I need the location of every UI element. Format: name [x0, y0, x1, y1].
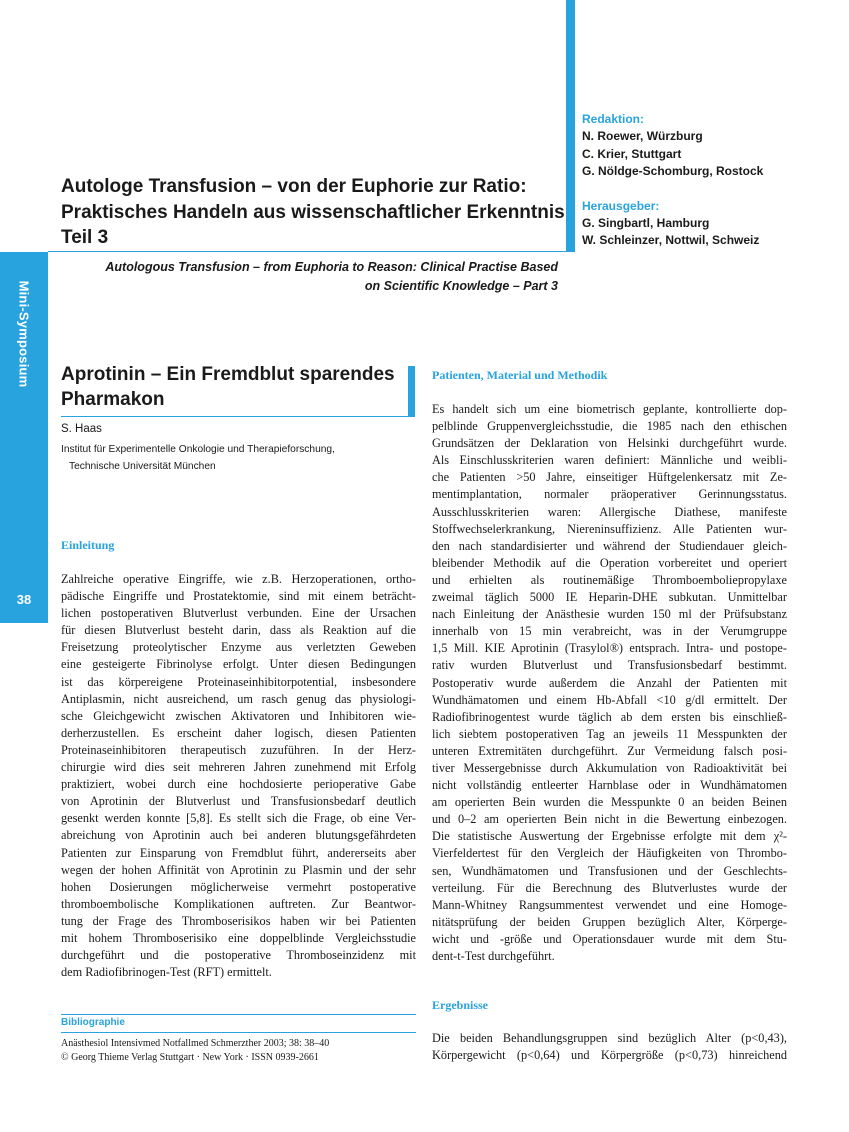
text-line: lich siebtem postoperativen Tag an jeweils 11 Messpunkten der — [432, 726, 787, 741]
text-line: gesenkt werden konnte [5,8]. Es stellt sich die Frage, ob eine Ver- — [61, 811, 416, 826]
affiliation — [61, 441, 335, 475]
text-line: nach Einleitung der Anästhesie wurden 150 ml der Prüfsubstanz — [432, 607, 787, 622]
series-title-line: Autologe Transfusion – von der Euphorie zur Ratio: — [61, 176, 527, 197]
text-line: Freisetzung proteolytischer Enzyme aus verletzten Geweben — [61, 640, 416, 655]
herausgeber-name: W. Schleinzer, Nottwil, Schweiz — [582, 233, 760, 248]
text-line: Die beiden Behandlungsgruppen sind bezüglich Alter (p<0,43), — [432, 1031, 787, 1045]
text-line: ist das körpereigene Proteinaseinhibitorpotential, insbesondere — [61, 674, 416, 689]
section-heading-einleitung: Einleitung — [61, 538, 115, 552]
text-line: che Patienten >50 Jahre, einseitiger Hüftgelenkersatz mit Ze- — [432, 470, 787, 485]
text-line: nicht vollständig entleerter Harnblase oder in Wundhämatomen — [432, 778, 787, 793]
text-line: Als Einschlusskriterien waren definiert: Männliche und weibli- — [432, 453, 787, 468]
article-title-line: Aprotinin – Ein Fremdblut sparendes — [61, 364, 395, 385]
text-line: für diesen Blutverlust besteht darin, dass als Reaktion auf die — [61, 623, 416, 638]
text-line: von Aprotinin der Blutverlust und Transfusionsbedarf deutlich — [61, 794, 416, 809]
series-title-line: Praktisches Handeln aus wissenschaftlicher Erkenntnis — [61, 201, 565, 223]
text-line: Ausschlusskriterien waren: Allergische Diathese, manifeste — [432, 504, 787, 519]
text-line: Körpergewicht (p<0,64) und Körpergröße (p<0,73) hinreichend — [432, 1048, 787, 1063]
text-line: praktiziert, wobei durch eine hochdosierte perioperative Gabe — [61, 777, 416, 792]
series-title-english — [58, 258, 558, 296]
text-line: Es handelt sich um eine biometrisch geplante, kontrollierte dop- — [432, 402, 787, 416]
affiliation-line: Institut für Experimentelle Onkologie und Therapieforschung, — [61, 444, 335, 455]
redaktion-name: N. Roewer, Würzburg — [582, 129, 703, 144]
series-title-line: Teil 3 — [61, 227, 109, 248]
redaktion-name: G. Nöldge-Schomburg, Rostock — [582, 164, 764, 179]
text-line: Stoffwechselerkrankung, Niereninsuffizienz. Alle Patienten wur- — [432, 521, 787, 536]
title-rule — [61, 416, 415, 417]
header-rule — [48, 251, 575, 252]
text-line: sche Gleichgewicht zwischen Aktivatoren und Inhibitoren wie- — [61, 708, 416, 723]
text-line: lichen postoperativen Blutverlust verbunden. Eine der Ursachen — [61, 606, 416, 621]
text-line: am operierten Bein wurden die Messpunkte 0 an beiden Beinen — [432, 795, 787, 810]
text-line: rativ wurden Blutverlust und Transfusionsbedarf bestimmt. — [432, 658, 787, 673]
text-line: und 0–2 am operierten Bein nicht in die Bewertung einbezogen. — [432, 812, 787, 827]
page-number: 38 — [16, 592, 32, 607]
text-line: derherzustellen. Es erscheint daher logisch, diesen Patienten — [61, 725, 416, 740]
bibliography-text — [61, 1037, 329, 1065]
text-line: Mann-Whitney Rangsummentest verwendet und eine Homoge- — [432, 897, 787, 912]
text-line: den nach standardisierter und während der Studiendauer gleich- — [432, 538, 787, 553]
article-title — [61, 362, 407, 412]
text-line: chirurgie wird dies seit mehreren Jahren zunehmend mit Erfolg — [61, 760, 416, 775]
text-line: nitätsprüfung der beiden Gruppen bezüglich Alter, Körperge- — [432, 914, 787, 929]
text-line: abreichung von Aprotinin auch bei anderen blutungsgefährdeten — [61, 828, 416, 843]
text-line: tiver Messergebnisse durch Akkumulation von Radioaktivität bei — [432, 760, 787, 775]
text-line: thromboembolische Komplikationen auftreten. Zur Beantwor- — [61, 896, 416, 911]
bibliography-rule-top — [61, 1014, 416, 1015]
text-line: wegen der hohen Affinität von Aprotinin zu Plasmin und der sehr — [61, 862, 416, 877]
herausgeber-name: G. Singbartl, Hamburg — [582, 216, 710, 231]
text-line: tung der Frage des Thromboserisikos haben wir bei Patienten — [61, 913, 416, 928]
text-line: pädische Eingriffe und Prostatektomie, sind mit einem beträcht- — [61, 589, 416, 604]
text-line: Wundhämatomen und einem Hb-Abfall <10 g/dl ermittelt. Der — [432, 692, 787, 707]
article-title-line: Pharmakon — [61, 389, 165, 410]
editorial-box — [582, 111, 763, 250]
side-tab-label: Mini-Symposium — [16, 280, 32, 388]
text-line: mentimplantation, normaler präoperativer Gerinnungsstatus. — [432, 487, 787, 502]
text-line: dem Radiofibrinogen-Test (RFT) ermittelt. — [61, 965, 272, 980]
text-line: durchgeführt und die postoperative Thromboseinzidenz mit — [61, 948, 416, 963]
text-line: und erhielten als routinemäßige Thromboemboliepropylaxe — [432, 572, 787, 587]
section-body-ergebnisse — [432, 1030, 787, 1064]
text-line: bleibender Methodik auf die Operation vorbereitet und operiert — [432, 555, 787, 570]
redaktion-name: C. Krier, Stuttgart — [582, 146, 682, 161]
text-line: eine gesteigerte Fibrinolyse erfolgt. Unter diesen Bedingungen — [61, 657, 416, 672]
text-line: zweimal täglich 5000 IE Heparin-DHE subkutan. Unmittelbar — [432, 590, 787, 605]
text-line: Radiofibrinogentest wurde täglich ab dem ersten bis einschließ- — [432, 709, 787, 724]
affiliation-line: Technische Universität München — [69, 461, 216, 472]
text-line: Proteinaseinhibitoren therapeutisch zuzuführen. In der Herz- — [61, 742, 416, 757]
text-line: wicht und -größe und Operationsdauer wurde mit dem Stu- — [432, 931, 787, 946]
redaktion-heading: Redaktion: — [582, 112, 645, 126]
text-line: Patienten zur Einsparung von Fremdblut führt, andererseits aber — [61, 845, 416, 860]
author: S. Haas — [61, 423, 102, 435]
bibliography-line: © Georg Thieme Verlag Stuttgart · New York · ISSN 0939-2661 — [61, 1052, 319, 1063]
text-line: Grundsätzen der Deklaration von Helsinki durchgeführt wurde. — [432, 436, 787, 451]
series-title — [61, 174, 565, 251]
series-title-english-line: on Scientific Knowledge – Part 3 — [364, 279, 558, 293]
text-line: Postoperativ wurde außerdem die Anzahl der Patienten mit — [432, 675, 787, 690]
text-line: Antiplasmin, nicht ausreichend, um rasch genug das physiologi- — [61, 691, 416, 706]
bibliography-heading: Bibliographie — [61, 1017, 125, 1028]
text-line: verteilung. Für die Berechnung des Blutverlustes wurde der — [432, 880, 787, 895]
text-line: Zahlreiche operative Eingriffe, wie z.B. Herzoperationen, ortho- — [61, 572, 416, 586]
text-line: innerhalb von 15 min verabreicht, was in der Verumgruppe — [432, 624, 787, 639]
text-line: 1,5 Mill. KIE Aprotinin (Trasylol®) entsprach. Intra- und postope- — [432, 641, 787, 656]
text-line: pelblinde Gruppenvergleichsstudie, die 1985 nach den ethischen — [432, 419, 787, 434]
text-line: sen, Wundhämatomen und Transfusionen und der Geschlechts- — [432, 863, 787, 878]
bibliography-rule-bottom — [61, 1032, 416, 1033]
text-line: hohen Dosierungen möglicherweise vermehrt postoperative — [61, 879, 416, 894]
header-accent-bar — [566, 0, 575, 252]
section-body-einleitung — [61, 571, 416, 981]
section-body-methodik — [432, 401, 787, 965]
herausgeber-heading: Herausgeber: — [582, 198, 660, 213]
text-line: Vierfeldertest für den Vergleich der Häufigkeiten von Thrombo- — [432, 846, 787, 861]
text-line: dent-t-Test durchgeführt. — [432, 949, 555, 963]
series-title-english-line: Autologous Transfusion – from Euphoria to Reason: Clinical Practise Based — [105, 260, 558, 274]
text-line: Die statistische Auswertung der Ergebnisse erfolgte mit dem χ²- — [432, 829, 787, 844]
title-accent-bar — [408, 366, 415, 416]
bibliography-line: Anästhesiol Intensivmed Notfallmed Schmerzther 2003; 38: 38–40 — [61, 1038, 330, 1049]
section-heading-ergebnisse: Ergebnisse — [432, 998, 489, 1012]
text-line: mit hohem Thromboserisiko eine doppelblinde Vergleichsstudie — [61, 930, 416, 945]
text-line: unteren Extremitäten durchgeführt. Zur Vermeidung falsch posi- — [432, 743, 787, 758]
section-heading-methodik: Patienten, Material und Methodik — [432, 368, 608, 382]
